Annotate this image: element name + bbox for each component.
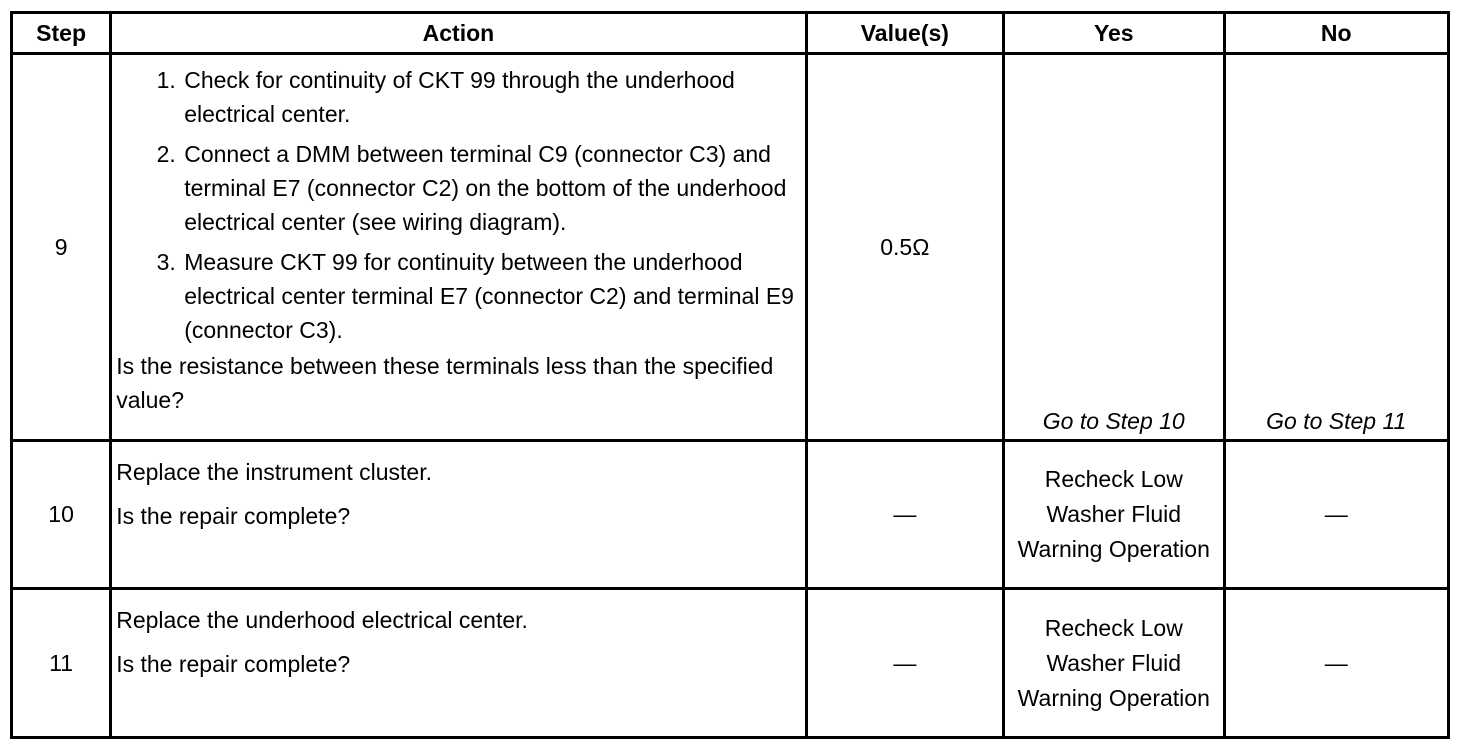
table-row xyxy=(12,54,1449,441)
action-question: Is the resistance between these terminals less than the specified value? xyxy=(116,353,774,413)
step-number: 9 xyxy=(12,54,111,441)
table-row xyxy=(12,441,1449,589)
header-row xyxy=(12,13,1449,54)
header-values: Value(s) xyxy=(806,13,1003,54)
action-cell xyxy=(111,54,806,441)
action-cell xyxy=(111,441,806,589)
action-step: 1. Check for continuity of CKT 99 through the underhood electrical center. xyxy=(182,63,804,131)
value-cell: — xyxy=(806,589,1003,738)
value-cell: — xyxy=(806,441,1003,589)
action-cell xyxy=(111,589,806,738)
yes-cell: Go to Step 10 xyxy=(1004,54,1224,441)
header-yes: Yes xyxy=(1004,13,1224,54)
action-step: 2. Connect a DMM between terminal C9 (connector C3) and terminal E7 (connector C2) on the bottom of the underhood electrical center (see wiring diagram). xyxy=(182,137,804,239)
action-step: 3. Measure CKT 99 for continuity between the underhood electrical center terminal E7 (connector C2) and terminal E9 (connector C3). xyxy=(182,245,804,347)
header-step: Step xyxy=(12,13,111,54)
action-line: Replace the instrument cluster. xyxy=(116,459,432,485)
action-steps-list xyxy=(112,63,804,347)
action-question: Is the repair complete? xyxy=(116,503,351,529)
diagnostic-table xyxy=(10,11,1450,739)
header-no: No xyxy=(1224,13,1449,54)
step-number: 10 xyxy=(12,441,111,589)
table-row xyxy=(12,589,1449,738)
no-cell: — xyxy=(1224,589,1449,738)
yes-cell: Recheck Low Washer Fluid Warning Operation xyxy=(1004,441,1224,589)
action-line: Replace the underhood electrical center. xyxy=(116,607,528,633)
value-cell: 0.5Ω xyxy=(806,54,1003,441)
no-cell: Go to Step 11 xyxy=(1224,54,1449,441)
yes-cell: Recheck Low Washer Fluid Warning Operation xyxy=(1004,589,1224,738)
step-number: 11 xyxy=(12,589,111,738)
header-action: Action xyxy=(111,13,806,54)
action-question: Is the repair complete? xyxy=(116,651,351,677)
no-cell: — xyxy=(1224,441,1449,589)
